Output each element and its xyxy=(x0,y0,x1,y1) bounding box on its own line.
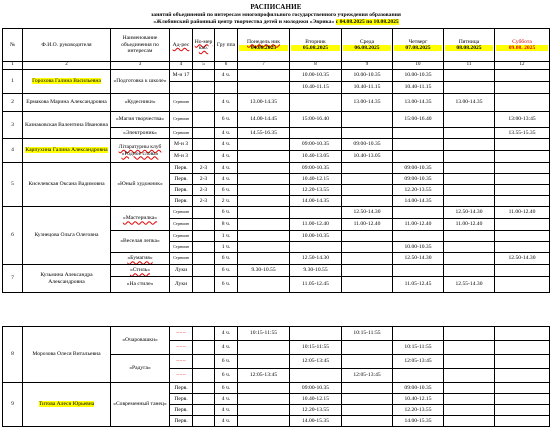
column-number-row: 1 2 3 4 5 6 7 8 9 10 11 12 xyxy=(3,62,550,70)
col-group: Гру ппа xyxy=(215,29,238,62)
hours-cell: 6 ч. xyxy=(215,355,238,369)
time-cell-sat xyxy=(495,70,550,82)
time-cell-tue: 12.20-13.55 xyxy=(290,185,342,196)
address-cell: Перв. xyxy=(170,163,193,174)
period-highlight: с 04.08.2025 по 10.08.2025 xyxy=(335,19,399,25)
time-cell-tue: 12.50-14.30 xyxy=(290,253,342,265)
subtitle-line-1: занятий объединений по интересам многопрофильного государственного учреждения образования xyxy=(151,12,401,18)
address-cell: ∽∽∽ xyxy=(170,341,193,355)
time-cell-thu xyxy=(393,139,444,151)
room-cell: 2-3 xyxy=(193,185,215,196)
time-cell-thu: 10.00-10.35 xyxy=(393,70,444,82)
teacher-name: Морозова Олеся Витальевна xyxy=(23,327,111,383)
room-cell xyxy=(193,405,215,416)
time-cell-thu: 12:05-13:45 xyxy=(393,355,444,369)
time-cell-fri xyxy=(444,327,495,341)
time-cell-tue: 09:00-10.35 xyxy=(290,139,342,151)
table-row xyxy=(3,139,550,151)
hours-cell: 4 ч. xyxy=(215,128,238,139)
time-cell-fri xyxy=(444,416,495,427)
time-cell-thu: 12.20-13.55 xyxy=(393,405,444,416)
address-cell: Перв. xyxy=(170,196,193,207)
time-cell-sat xyxy=(495,151,550,163)
address-cell: М-и 17 xyxy=(170,70,193,82)
schedule-table-part-1 xyxy=(2,28,550,293)
association-name: «Кудесники» xyxy=(111,94,170,112)
address-cell: М-и 3 xyxy=(170,139,193,151)
time-cell-wed: 10.00-10.35 xyxy=(342,70,393,82)
association-name: «Подготовка к школе» xyxy=(111,70,170,94)
table-row xyxy=(3,265,550,277)
time-cell-tue: 10.40-11.15 xyxy=(290,82,342,94)
row-number: 4 xyxy=(3,139,23,163)
association-name: «На стиле» xyxy=(111,277,170,293)
row-number: 5 xyxy=(3,163,23,207)
address-cell: Перв. xyxy=(170,394,193,405)
col-addr: Ад-рес xyxy=(170,29,193,62)
time-cell-mon xyxy=(238,139,290,151)
time-cell-tue xyxy=(290,94,342,112)
hours-cell: 6 ч. xyxy=(215,369,238,383)
time-cell-fri: 13.00-14.35 xyxy=(444,94,495,112)
time-cell-mon xyxy=(238,405,290,416)
time-cell-wed xyxy=(342,394,393,405)
time-cell-wed xyxy=(342,112,393,128)
time-cell-sat xyxy=(495,327,550,341)
time-cell-fri xyxy=(444,355,495,369)
time-cell-fri xyxy=(444,128,495,139)
address-cell: Перв. xyxy=(170,185,193,196)
time-cell-sat xyxy=(495,416,550,427)
time-cell-mon xyxy=(238,82,290,94)
hours-cell: 1 ч. xyxy=(215,231,238,242)
time-cell-thu xyxy=(393,265,444,277)
col-thu: Четверг 07.08.2025 xyxy=(393,29,444,62)
time-cell-wed: 10.40-13.05 xyxy=(342,151,393,163)
time-cell-fri xyxy=(444,163,495,174)
room-cell: 2-3 xyxy=(193,196,215,207)
hours-cell: 6 ч. xyxy=(215,383,238,394)
time-cell-mon xyxy=(238,70,290,82)
hours-cell: 4 ч. xyxy=(215,139,238,151)
association-name: «Современный танец» xyxy=(111,383,170,427)
row-number: 2 xyxy=(3,94,23,112)
room-cell xyxy=(193,219,215,231)
col-fio: Ф.И.О. руководителя xyxy=(23,29,111,62)
time-cell-wed xyxy=(342,231,393,242)
address-cell: Стрешин xyxy=(170,253,193,265)
time-cell-tue xyxy=(290,242,342,253)
teacher-name: Титова Алеся Юрьевна xyxy=(23,383,111,427)
hours-cell: 4 ч. xyxy=(215,405,238,416)
col-wed: Среда 06.08.2025 xyxy=(342,29,393,62)
schedule-table-part-2 xyxy=(2,326,550,427)
time-cell-fri xyxy=(444,174,495,185)
time-cell-sat xyxy=(495,196,550,207)
hours-cell: 1 ч. xyxy=(215,242,238,253)
row-number: 6 xyxy=(3,207,23,265)
time-cell-tue: 14.00-15.35 xyxy=(290,416,342,427)
row-number: 8 xyxy=(3,327,23,383)
association-name: «Юный художник» xyxy=(111,163,170,207)
time-cell-thu: 13.00-14.35 xyxy=(393,94,444,112)
time-cell-sat xyxy=(495,341,550,355)
row-number: 9 xyxy=(3,383,23,427)
time-cell-fri xyxy=(444,394,495,405)
row-number: 7 xyxy=(3,265,23,293)
time-cell-thu: 10.00-10.35 xyxy=(393,242,444,253)
address-cell: Перв. xyxy=(170,383,193,394)
time-cell-mon xyxy=(238,253,290,265)
address-cell: ∽∽∽ xyxy=(170,369,193,383)
association-name: Літаратурны клуб «Родное слова» xyxy=(111,139,170,163)
time-cell-wed xyxy=(342,416,393,427)
time-cell-wed xyxy=(342,174,393,185)
time-cell-wed xyxy=(342,196,393,207)
hours-cell: 6 ч. xyxy=(215,253,238,265)
room-cell xyxy=(193,207,215,219)
address-cell: М-и 3 xyxy=(170,151,193,163)
time-cell-sat xyxy=(495,405,550,416)
time-cell-wed: 12:05-13:45 xyxy=(342,369,393,383)
time-cell-fri xyxy=(444,369,495,383)
time-cell-wed xyxy=(342,185,393,196)
address-cell: ∽∽∽ xyxy=(170,355,193,369)
address-cell: Стрешин xyxy=(170,128,193,139)
time-cell-thu xyxy=(393,369,444,383)
header-row xyxy=(3,29,550,62)
time-cell-mon xyxy=(238,231,290,242)
address-cell: Перв. xyxy=(170,405,193,416)
hours-cell: 4 ч. xyxy=(215,70,238,82)
row-number: 1 xyxy=(3,70,23,94)
hours-cell: 4 ч. xyxy=(215,341,238,355)
room-cell xyxy=(193,341,215,355)
address-cell: Луки xyxy=(170,277,193,293)
time-cell-sat xyxy=(495,394,550,405)
time-cell-tue: 10.40-12.15 xyxy=(290,394,342,405)
room-cell xyxy=(193,82,215,94)
time-cell-mon xyxy=(238,277,290,293)
time-cell-fri xyxy=(444,112,495,128)
room-cell xyxy=(193,369,215,383)
time-cell-wed xyxy=(342,163,393,174)
address-cell: ∽∽∽ xyxy=(170,327,193,341)
time-cell-fri: 12.55-14.30 xyxy=(444,277,495,293)
table-row xyxy=(3,163,550,174)
time-cell-sat: 12.50-14.30 xyxy=(495,253,550,265)
association-name: «Бумагия» xyxy=(111,253,170,265)
room-cell xyxy=(193,327,215,341)
time-cell-sat xyxy=(495,383,550,394)
time-cell-thu xyxy=(393,231,444,242)
association-name: «Стиль» xyxy=(111,265,170,277)
room-cell xyxy=(193,242,215,253)
time-cell-mon xyxy=(238,185,290,196)
room-cell xyxy=(193,112,215,128)
address-cell: Перв. xyxy=(170,174,193,185)
time-cell-mon xyxy=(238,151,290,163)
time-cell-mon: 12:05-13:45 xyxy=(238,369,290,383)
hours-cell: 4 ч. xyxy=(215,327,238,341)
hours-cell: 2 ч. xyxy=(215,196,238,207)
association-name: «Мастерилка» xyxy=(111,207,170,231)
time-cell-sat xyxy=(495,163,550,174)
teacher-name: Карпухина Галина Александровна xyxy=(23,139,111,163)
time-cell-tue: 12.20-13.55 xyxy=(290,405,342,416)
time-cell-tue: 10:15-11:55 xyxy=(290,341,342,355)
address-cell: Стрешин xyxy=(170,219,193,231)
address-cell: Стрешин xyxy=(170,94,193,112)
hours-cell: 6 ч. xyxy=(215,185,238,196)
time-cell-thu xyxy=(393,128,444,139)
time-cell-sat: 13.55-15.35 xyxy=(495,128,550,139)
time-cell-sat xyxy=(495,219,550,231)
time-cell-thu: 10.40-12.15 xyxy=(393,394,444,405)
time-cell-mon xyxy=(238,174,290,185)
hours-cell: 8 ч. xyxy=(215,219,238,231)
table-row xyxy=(3,207,550,219)
teacher-name: Кузнецова Ольга Олеговна xyxy=(23,207,111,265)
time-cell-tue: 11.00-12.40 xyxy=(290,219,342,231)
time-cell-fri xyxy=(444,265,495,277)
time-cell-mon xyxy=(238,196,290,207)
room-cell xyxy=(193,139,215,151)
time-cell-tue: 10.00-10.35 xyxy=(290,70,342,82)
time-cell-wed: 13.00-14.35 xyxy=(342,94,393,112)
time-cell-thu: 14.00-14.35 xyxy=(393,196,444,207)
col-tue: Вторник 05.08.2025 xyxy=(290,29,342,62)
time-cell-sat xyxy=(495,369,550,383)
room-cell: 2-3 xyxy=(193,163,215,174)
time-cell-thu: 11.05-12.45 xyxy=(393,277,444,293)
time-cell-tue: 09:00-10.35 xyxy=(290,163,342,174)
association-name: «Очаровашки» xyxy=(111,327,170,355)
address-cell: Стрешин xyxy=(170,112,193,128)
hours-cell: 6 ч. xyxy=(215,112,238,128)
room-cell xyxy=(193,383,215,394)
time-cell-mon: 9.30-10.55 xyxy=(238,265,290,277)
hours-cell: 4 ч. xyxy=(215,94,238,112)
room-cell xyxy=(193,253,215,265)
room-cell: 2-3 xyxy=(193,174,215,185)
time-cell-fri xyxy=(444,82,495,94)
time-cell-tue: 10.00-10.35 xyxy=(290,231,342,242)
col-num: № xyxy=(3,29,23,62)
time-cell-tue xyxy=(290,207,342,219)
time-cell-tue xyxy=(290,369,342,383)
room-cell xyxy=(193,128,215,139)
time-cell-sat: 13:00-13:45 xyxy=(495,112,550,128)
time-cell-fri xyxy=(444,139,495,151)
time-cell-fri: 11.00-12.40 xyxy=(444,219,495,231)
time-cell-thu: 14.00-15.35 xyxy=(393,416,444,427)
table-row xyxy=(3,112,550,128)
time-cell-thu: 12.20-13.55 xyxy=(393,185,444,196)
subtitle-line-2: «Жлобинский районный центр творчества детей и молодежи «Эврика» с 04.08.2025 по 10.08.2025 xyxy=(153,19,399,25)
time-cell-wed xyxy=(342,341,393,355)
time-cell-tue: 14.00-14.35 xyxy=(290,196,342,207)
time-cell-sat xyxy=(495,185,550,196)
table-row xyxy=(3,383,550,394)
time-cell-mon xyxy=(238,383,290,394)
address-cell: Перв. xyxy=(170,416,193,427)
room-cell xyxy=(193,94,215,112)
association-name: «Магия творчества» xyxy=(111,112,170,128)
time-cell-mon: 14.00-14.45 xyxy=(238,112,290,128)
time-cell-thu: 11.00-12.40 xyxy=(393,219,444,231)
hours-cell: 6 ч. xyxy=(215,265,238,277)
time-cell-wed xyxy=(342,253,393,265)
time-cell-wed: 10:15-11:55 xyxy=(342,327,393,341)
teacher-name: Ермакова Марина Александровна xyxy=(23,94,111,112)
time-cell-mon xyxy=(238,416,290,427)
time-cell-thu xyxy=(393,327,444,341)
time-cell-tue: 10.40-13.05 xyxy=(290,151,342,163)
table-row xyxy=(3,327,550,341)
time-cell-wed xyxy=(342,128,393,139)
time-cell-wed xyxy=(342,242,393,253)
room-cell xyxy=(193,231,215,242)
time-cell-sat xyxy=(495,174,550,185)
time-cell-sat xyxy=(495,355,550,369)
time-cell-fri xyxy=(444,405,495,416)
address-cell xyxy=(170,82,193,94)
teacher-name: Казнаковская Валентина Ивановна xyxy=(23,112,111,139)
time-cell-fri xyxy=(444,196,495,207)
hours-cell: 4 ч. xyxy=(215,163,238,174)
time-cell-mon xyxy=(238,219,290,231)
time-cell-sat: 11.00-12.40 xyxy=(495,207,550,219)
col-fri: Пятница 08.08.2025 xyxy=(444,29,495,62)
time-cell-wed: 12.50-14.30 xyxy=(342,207,393,219)
time-cell-fri xyxy=(444,185,495,196)
col-obj: Наименование объединения по интересам xyxy=(111,29,170,62)
hours-cell xyxy=(215,82,238,94)
time-cell-tue: 10.40-12.15 xyxy=(290,174,342,185)
time-cell-tue xyxy=(290,327,342,341)
room-cell xyxy=(193,277,215,293)
time-cell-mon xyxy=(238,207,290,219)
time-cell-mon xyxy=(238,394,290,405)
time-cell-sat xyxy=(495,242,550,253)
time-cell-mon: 14.55-16.35 xyxy=(238,128,290,139)
time-cell-sat xyxy=(495,277,550,293)
address-cell: Стрешин xyxy=(170,242,193,253)
col-mon: Понедель ник 04.08.2025 xyxy=(238,29,290,62)
time-cell-sat xyxy=(495,139,550,151)
time-cell-sat xyxy=(495,82,550,94)
hours-cell: 4 ч. xyxy=(215,174,238,185)
time-cell-mon: 13.00-14.35 xyxy=(238,94,290,112)
time-cell-thu xyxy=(393,151,444,163)
hours-cell: 4 ч. xyxy=(215,416,238,427)
time-cell-mon xyxy=(238,341,290,355)
time-cell-thu: 09:00-10.35 xyxy=(393,383,444,394)
room-cell xyxy=(193,151,215,163)
col-sat: Суббота 09.08. 2025 xyxy=(495,29,550,62)
time-cell-fri xyxy=(444,253,495,265)
time-cell-tue xyxy=(290,128,342,139)
time-cell-thu: 09:00-10.35 xyxy=(393,174,444,185)
hours-cell: 6 ч. xyxy=(215,207,238,219)
time-cell-thu: 09:00-10.35 xyxy=(393,163,444,174)
document-title: РАСПИСАНИЕ xyxy=(250,3,302,11)
time-cell-mon: 10:15-11:55 xyxy=(238,327,290,341)
teacher-name: Кузьмина Александра Александровна xyxy=(23,265,111,293)
time-cell-fri xyxy=(444,383,495,394)
time-cell-sat xyxy=(495,265,550,277)
time-cell-tue: 15:00-16.40 xyxy=(290,112,342,128)
time-cell-thu: 15:00-16.40 xyxy=(393,112,444,128)
hours-cell: 4 ч. xyxy=(215,394,238,405)
time-cell-thu: 12.50-14.30 xyxy=(393,253,444,265)
time-cell-mon xyxy=(238,355,290,369)
association-name: «Радуга» xyxy=(111,355,170,383)
time-cell-wed xyxy=(342,265,393,277)
time-cell-fri xyxy=(444,242,495,253)
time-cell-fri xyxy=(444,231,495,242)
time-cell-tue: 11.05-12.45 xyxy=(290,277,342,293)
time-cell-fri xyxy=(444,70,495,82)
time-cell-wed xyxy=(342,405,393,416)
association-name: «Электроник» xyxy=(111,128,170,139)
address-cell: Стрешин xyxy=(170,207,193,219)
time-cell-thu: 10:15-11:55 xyxy=(393,341,444,355)
room-cell xyxy=(193,394,215,405)
time-cell-sat xyxy=(495,231,550,242)
time-cell-thu: 10.40-11.15 xyxy=(393,82,444,94)
time-cell-fri xyxy=(444,151,495,163)
room-cell xyxy=(193,355,215,369)
time-cell-wed: 11.00-12.40 xyxy=(342,219,393,231)
document-subtitle xyxy=(0,12,552,26)
table-row xyxy=(3,70,550,82)
association-name: «Веселая лепка» xyxy=(111,231,170,253)
time-cell-wed: 09:00-10.35 xyxy=(342,139,393,151)
table-row xyxy=(3,94,550,112)
col-room: Но-мер каб. xyxy=(193,29,215,62)
room-cell xyxy=(193,70,215,82)
row-number: 3 xyxy=(3,112,23,139)
time-cell-sat xyxy=(495,94,550,112)
time-cell-wed xyxy=(342,277,393,293)
address-cell: Стрешин xyxy=(170,231,193,242)
hours-cell: 4 ч. xyxy=(215,151,238,163)
teacher-name: Киселевская Оксана Вадимовна xyxy=(23,163,111,207)
time-cell-tue: 12:05-13:45 xyxy=(290,355,342,369)
time-cell-fri xyxy=(444,341,495,355)
time-cell-thu xyxy=(393,207,444,219)
teacher-name: Горохова Галина Васильевна xyxy=(23,70,111,94)
hours-cell: 6 ч. xyxy=(215,277,238,293)
room-cell xyxy=(193,265,215,277)
time-cell-tue: 9.30-10.55 xyxy=(290,265,342,277)
time-cell-tue: 09:00-10.35 xyxy=(290,383,342,394)
time-cell-wed: 10.40-11.15 xyxy=(342,82,393,94)
time-cell-wed xyxy=(342,355,393,369)
time-cell-wed xyxy=(342,383,393,394)
address-cell: Луки xyxy=(170,265,193,277)
time-cell-fri: 12.50-14.30 xyxy=(444,207,495,219)
room-cell xyxy=(193,416,215,427)
time-cell-mon xyxy=(238,163,290,174)
time-cell-mon xyxy=(238,242,290,253)
